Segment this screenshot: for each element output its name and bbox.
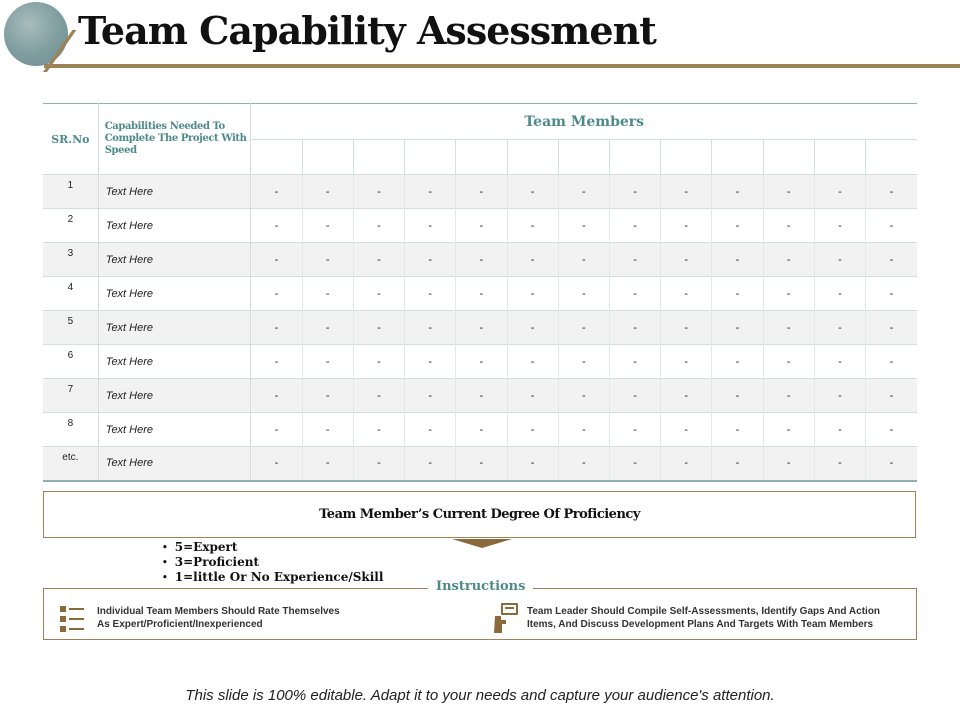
member-rating-cell[interactable]: - [661,175,712,209]
scale-item-little: • 1=little Or No Experience/Skill [162,570,383,585]
member-rating-cell[interactable]: - [507,277,558,311]
member-rating-cell[interactable]: - [763,209,814,243]
member-rating-cell[interactable]: - [558,413,609,447]
table-row [43,209,917,243]
instruction-left-text [97,605,340,631]
member-rating-cell[interactable]: - [609,209,660,243]
member-rating-cell[interactable]: - [712,447,763,481]
member-rating-cell[interactable]: - [814,311,865,345]
member-rating-cell[interactable]: - [712,209,763,243]
member-rating-cell[interactable]: - [456,209,507,243]
member-rating-cell[interactable]: - [661,345,712,379]
instruction-left-line2: As Expert/Proficient/Inexperienced [97,619,263,630]
row-capability: Text Here [98,175,251,209]
row-sr-number: 4 [43,277,98,311]
footer-note: This slide is 100% editable. Adapt it to your needs and capture your audience's attention. [185,687,775,704]
member-rating-cell[interactable]: - [866,447,917,481]
member-header-cell [712,140,763,175]
row-sr-number: etc. [43,447,98,481]
member-rating-cell[interactable]: - [866,311,917,345]
member-rating-cell[interactable]: - [558,311,609,345]
member-rating-cell[interactable]: - [712,243,763,277]
row-capability: Text Here [98,209,251,243]
member-header-cell [661,140,712,175]
member-rating-cell[interactable]: - [507,175,558,209]
member-rating-cell[interactable]: - [609,277,660,311]
checklist-icon [58,604,86,634]
scale-item-expert: • 5=Expert [162,540,383,555]
member-rating-cell[interactable]: - [814,413,865,447]
member-rating-cell[interactable]: - [712,345,763,379]
member-rating-cell[interactable]: - [763,413,814,447]
member-rating-cell[interactable]: - [558,379,609,413]
member-rating-cell[interactable]: - [763,243,814,277]
member-rating-cell[interactable]: - [456,413,507,447]
member-rating-cell[interactable]: - [814,243,865,277]
row-capability: Text Here [98,413,251,447]
member-rating-cell[interactable]: - [507,413,558,447]
member-rating-cell[interactable]: - [353,175,404,209]
row-capability: Text Here [98,243,251,277]
member-header-cell [763,140,814,175]
member-header-cell [456,140,507,175]
member-rating-cell[interactable]: - [405,345,456,379]
table-row [43,277,917,311]
row-capability: Text Here [98,277,251,311]
member-rating-cell[interactable]: - [814,379,865,413]
member-rating-cell[interactable]: - [661,447,712,481]
member-rating-cell[interactable]: - [814,209,865,243]
member-rating-cell[interactable]: - [456,175,507,209]
row-capability: Text Here [98,345,251,379]
member-rating-cell[interactable]: - [507,243,558,277]
instruction-right-line1: Team Leader Should Compile Self-Assessments, Identify Gaps And Action [527,606,881,617]
proficiency-box [43,491,916,538]
member-rating-cell[interactable]: - [456,243,507,277]
member-rating-cell[interactable]: - [405,277,456,311]
member-rating-cell[interactable]: - [353,277,404,311]
row-sr-number: 2 [43,209,98,243]
member-rating-cell[interactable]: - [558,277,609,311]
scale-item-proficient: • 3=Proficient [162,555,383,570]
member-rating-cell[interactable]: - [609,311,660,345]
member-rating-cell[interactable]: - [661,277,712,311]
row-capability: Text Here [98,379,251,413]
member-rating-cell[interactable]: - [763,345,814,379]
member-rating-cell[interactable]: - [353,345,404,379]
member-rating-cell[interactable]: - [558,345,609,379]
member-rating-cell[interactable]: - [302,175,353,209]
member-rating-cell[interactable]: - [353,379,404,413]
member-rating-cell[interactable]: - [302,413,353,447]
member-rating-cell[interactable]: - [609,413,660,447]
member-rating-cell[interactable]: - [866,209,917,243]
member-rating-cell[interactable]: - [302,277,353,311]
table-row [43,175,917,209]
member-rating-cell[interactable]: - [405,209,456,243]
member-rating-cell[interactable]: - [353,209,404,243]
member-rating-cell[interactable]: - [507,311,558,345]
member-rating-cell[interactable]: - [507,447,558,481]
member-rating-cell[interactable]: - [456,311,507,345]
member-rating-cell[interactable]: - [866,175,917,209]
member-rating-cell[interactable]: - [405,447,456,481]
proficiency-arrow [452,539,512,548]
table-row [43,345,917,379]
member-header-cell [353,140,404,175]
member-rating-cell[interactable]: - [353,243,404,277]
member-rating-cell[interactable]: - [866,379,917,413]
member-rating-cell[interactable]: - [507,209,558,243]
member-rating-cell[interactable]: - [251,175,302,209]
member-header-cell [302,140,353,175]
member-header-cell [558,140,609,175]
member-rating-cell[interactable]: - [712,277,763,311]
member-rating-cell[interactable]: - [405,379,456,413]
instructions-title: Instructions [428,579,533,594]
member-rating-cell[interactable]: - [353,311,404,345]
member-rating-cell[interactable]: - [814,175,865,209]
member-rating-cell[interactable]: - [763,379,814,413]
member-rating-cell[interactable]: - [609,345,660,379]
member-rating-cell[interactable]: - [558,447,609,481]
member-rating-cell[interactable]: - [712,175,763,209]
row-sr-number: 7 [43,379,98,413]
member-rating-cell[interactable]: - [456,345,507,379]
member-rating-cell[interactable]: - [763,447,814,481]
member-rating-cell[interactable]: - [507,345,558,379]
member-rating-cell[interactable]: - [302,311,353,345]
member-rating-cell[interactable]: - [456,277,507,311]
table-row [43,379,917,413]
member-rating-cell[interactable]: - [866,345,917,379]
member-rating-cell[interactable]: - [661,243,712,277]
table-body [43,175,917,481]
member-header-cell [866,140,917,175]
member-rating-cell[interactable]: - [251,379,302,413]
member-rating-cell[interactable]: - [609,243,660,277]
member-rating-cell[interactable]: - [712,413,763,447]
member-rating-cell[interactable]: - [353,447,404,481]
member-rating-cell[interactable]: - [609,175,660,209]
member-rating-cell[interactable]: - [251,277,302,311]
member-rating-cell[interactable]: - [405,243,456,277]
proficiency-heading: Team Member’s Current Degree Of Proficiency [319,507,640,522]
member-header-cell [405,140,456,175]
member-rating-cell[interactable]: - [251,447,302,481]
member-rating-cell[interactable]: - [302,209,353,243]
row-sr-number: 6 [43,345,98,379]
header-team-members: Team Members [251,104,917,140]
member-rating-cell[interactable]: - [814,345,865,379]
member-rating-cell[interactable]: - [251,311,302,345]
table-row [43,311,917,345]
member-rating-cell[interactable]: - [866,243,917,277]
member-rating-cell[interactable]: - [763,277,814,311]
member-header-cell [609,140,660,175]
member-rating-cell[interactable]: - [302,447,353,481]
title-underline [44,64,960,68]
member-rating-cell[interactable]: - [558,209,609,243]
member-rating-cell[interactable]: - [866,277,917,311]
member-rating-cell[interactable]: - [814,277,865,311]
member-rating-cell[interactable]: - [251,243,302,277]
decorative-circle [4,2,68,66]
member-rating-cell[interactable]: - [353,413,404,447]
table-row [43,447,917,481]
member-rating-cell[interactable]: - [405,175,456,209]
member-header-cell [814,140,865,175]
header-sr-no: SR.No [43,104,98,175]
row-sr-number: 8 [43,413,98,447]
member-header-cell [507,140,558,175]
member-rating-cell[interactable]: - [866,413,917,447]
table-row [43,413,917,447]
member-rating-cell[interactable]: - [712,311,763,345]
member-rating-cell[interactable]: - [251,209,302,243]
member-rating-cell[interactable]: - [405,311,456,345]
proficiency-scale [162,540,383,585]
member-rating-cell[interactable]: - [251,413,302,447]
member-rating-cell[interactable]: - [609,379,660,413]
member-rating-cell[interactable]: - [661,311,712,345]
member-rating-cell[interactable]: - [302,345,353,379]
member-rating-cell[interactable]: - [558,175,609,209]
member-rating-cell[interactable]: - [302,243,353,277]
member-rating-cell[interactable]: - [814,447,865,481]
member-header-cell [251,140,302,175]
capability-table [43,103,917,482]
row-sr-number: 5 [43,311,98,345]
member-rating-cell[interactable]: - [302,379,353,413]
member-rating-cell[interactable]: - [456,379,507,413]
instruction-right-line2: Items, And Discuss Development Plans And Targets With Team Members [527,619,874,630]
header-capabilities: Capabilities Needed To Complete The Project With Speed [98,104,251,175]
member-rating-cell[interactable]: - [763,311,814,345]
instruction-left-line1: Individual Team Members Should Rate Themselves [97,606,340,617]
member-rating-cell[interactable]: - [405,413,456,447]
member-rating-cell[interactable]: - [661,379,712,413]
table-row [43,243,917,277]
instruction-right-text [527,605,880,631]
member-rating-cell[interactable]: - [609,447,660,481]
member-rating-cell[interactable]: - [763,175,814,209]
row-sr-number: 1 [43,175,98,209]
member-rating-cell[interactable]: - [456,447,507,481]
member-rating-cell[interactable]: - [507,379,558,413]
row-sr-number: 3 [43,243,98,277]
member-rating-cell[interactable]: - [251,345,302,379]
row-capability: Text Here [98,311,251,345]
row-capability: Text Here [98,447,251,481]
member-rating-cell[interactable]: - [661,413,712,447]
member-rating-cell[interactable]: - [661,209,712,243]
hand-presentation-icon [492,602,520,634]
page-title: Team Capability Assessment [78,8,656,53]
member-rating-cell[interactable]: - [558,243,609,277]
member-rating-cell[interactable]: - [712,379,763,413]
